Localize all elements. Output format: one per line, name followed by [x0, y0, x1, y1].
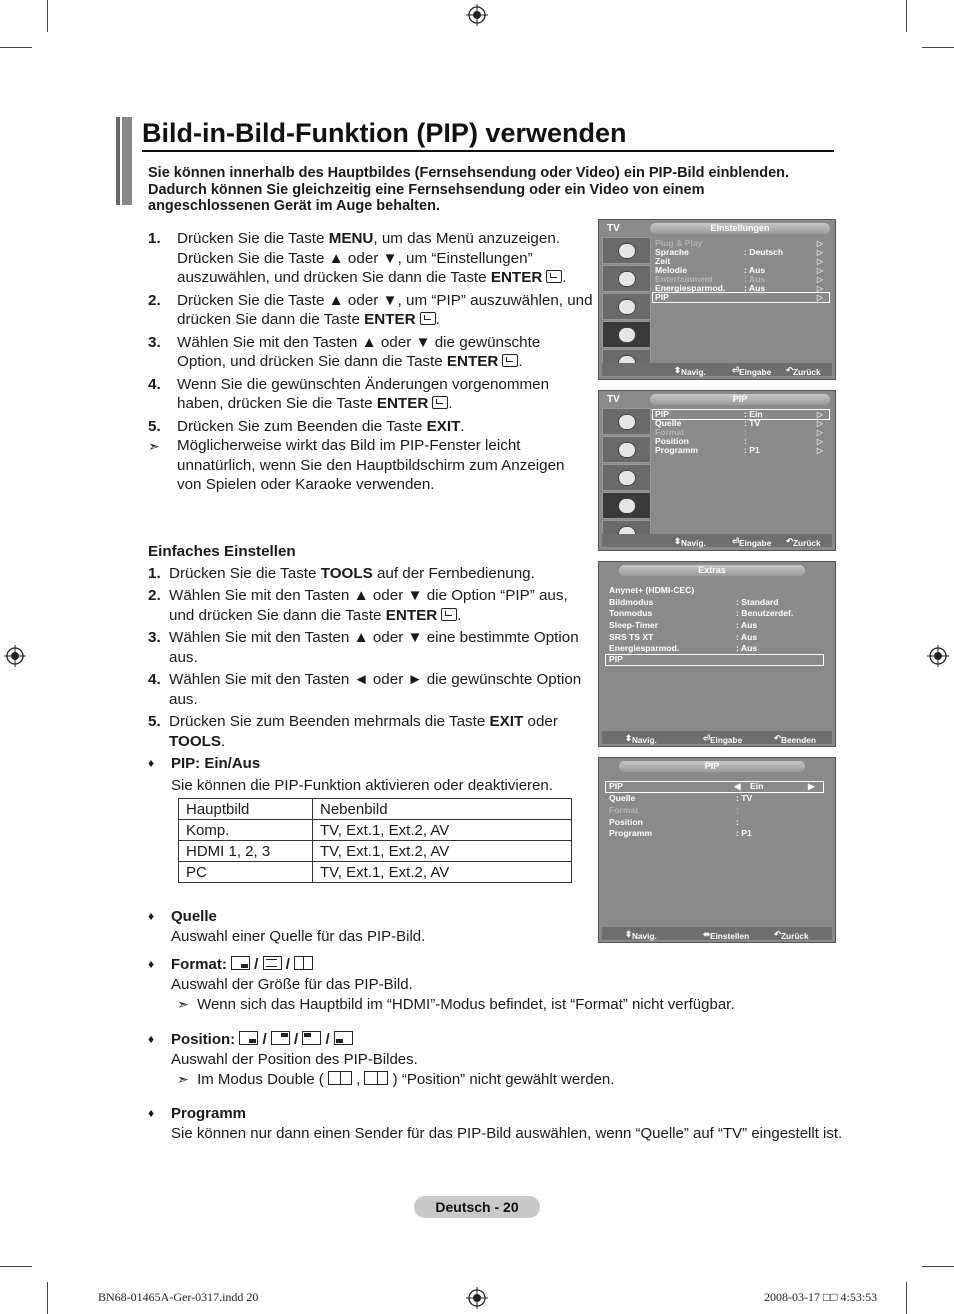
crop-mark [0, 1266, 32, 1267]
back-hint: ↶ Zurück [786, 536, 821, 548]
back-hint: ↶ Beenden [774, 733, 816, 745]
crop-mark [47, 0, 48, 32]
arrow-right-icon[interactable]: ▶ [808, 781, 815, 791]
osd-row: Programm : P1 ▷ [655, 445, 823, 455]
osd-label: Entertainment [655, 274, 713, 284]
osd-row: Entertainment : Aus ▷ [655, 274, 823, 284]
step-text: auf der Fernbedienung. [372, 564, 535, 582]
bullet-text: Sie können nur dann einen Sender für das PIP-Bild auswählen, wenn “Quelle” auf “TV” eingestellt ist. [171, 1125, 843, 1142]
osd-value: : Aus [744, 265, 766, 275]
hint-label: Zurück [792, 538, 821, 548]
hint-label: Navig. [631, 931, 657, 941]
osd-value: : Benutzerdef. [736, 608, 794, 618]
format-large-icon [263, 956, 282, 970]
nav-hint: ⬍ Navig. [625, 733, 657, 745]
easy-setting [148, 542, 588, 754]
easy-step-3 [148, 628, 588, 667]
osd-value: : Ein [744, 409, 763, 419]
step-text: Wählen Sie mit den Tasten ▲ oder ▼ die Option “PIP” aus, und drücken Sie dann die Taste [169, 587, 568, 624]
key-label: ENTER [490, 269, 543, 286]
hint-label: Eingabe [738, 367, 772, 377]
osd-value: : Aus [736, 632, 758, 642]
step-text: Wenn Sie die gewünschten Änderungen vorgenommen haben, drücken Sie die Taste [177, 375, 550, 412]
osd-row: Plug & Play ▷ [655, 238, 823, 248]
table-cell: Hauptbild [179, 799, 313, 820]
osd-label: Sprache [655, 247, 689, 257]
osd-label: Tonmodus [609, 608, 653, 618]
crop-mark [906, 0, 907, 32]
step-number: 2. [148, 291, 161, 309]
position-bottom-right-icon [239, 1031, 258, 1045]
hint-label: Eingabe [709, 735, 743, 745]
bullet-title: Position: / / / [171, 1030, 353, 1050]
step-number: 4. [148, 671, 161, 688]
step-2: 2. Drücken Sie die Taste ▲ oder ▼, um “PIP” auszuwählen, und drücken Sie dann die Taste ENTER . [148, 291, 593, 328]
bullet-title: Programm [171, 1105, 247, 1122]
step-text: Wählen Sie mit den Tasten ▲ oder ▼ eine bestimmte Option aus. [169, 629, 579, 666]
step-number: 4. [148, 375, 161, 393]
bullet-title: Format: / / [171, 955, 313, 975]
table-row [179, 799, 572, 820]
step-text: Drücken Sie zum Beenden mehrmals die Taste [169, 713, 490, 730]
osd-footer [602, 363, 832, 376]
osd-row: Position : ▷ [655, 436, 823, 446]
osd-label: Format [609, 805, 639, 815]
step-number: 2. [148, 587, 161, 604]
osd-screen-settings [598, 219, 836, 380]
hint-label: Zurück [792, 367, 821, 377]
key-label: EXIT [489, 713, 524, 730]
enter-icon [420, 312, 436, 325]
bullet-title-text: Format: [171, 956, 227, 973]
note-text: Im Modus Double ( [197, 1071, 324, 1088]
format-small-icon [231, 956, 250, 970]
back-hint: ↶ Zurück [786, 365, 821, 377]
osd-label: Anynet+ (HDMI-CEC) [609, 585, 695, 595]
osd-row [609, 586, 694, 595]
key-label: TOOLS [169, 732, 222, 750]
footer-filename: BN68-01465A-Ger-0317.indd 20 [98, 1290, 259, 1304]
step-text: Wählen Sie mit den Tasten ◄ oder ► die gewünschte Option aus. [169, 671, 582, 708]
back-hint: ↶ Zurück [774, 929, 809, 941]
osd-row: Quelle : TV ▷ [655, 418, 823, 428]
diamond-bullet-icon: ♦ [148, 909, 155, 923]
position-bottom-left-icon [334, 1031, 353, 1045]
table-row [179, 820, 572, 841]
table-cell: PC [179, 862, 313, 883]
table-cell: TV, Ext.1, Ext.2, AV [313, 841, 572, 862]
double-mode-icon [328, 1071, 352, 1085]
registration-mark-icon [466, 1287, 488, 1309]
source-label: TV [607, 394, 620, 405]
osd-row: Energiesparmod. : Aus ▷ [655, 283, 823, 293]
crop-mark [922, 1266, 954, 1267]
bullet-text: Auswahl der Größe für das PIP-Bild. [171, 976, 413, 993]
enter-icon [502, 354, 518, 367]
osd-row-selected[interactable]: PIP ▷ [652, 292, 830, 303]
position-note: ➣ Im Modus Double ( , ) “Position” nicht gewählt werden. [177, 1071, 615, 1088]
diamond-bullet-icon: ♦ [148, 756, 155, 770]
enter-hint: ⏎ Eingabe [732, 365, 772, 377]
hint-label: Zurück [780, 931, 809, 941]
table-cell: TV, Ext.1, Ext.2, AV [313, 862, 572, 883]
key-label: ENTER [376, 395, 429, 412]
step-text: Drücken Sie die Taste [169, 564, 321, 582]
hint-label: Navig. [631, 735, 657, 745]
table-row [179, 841, 572, 862]
osd-label: Zeit [655, 256, 671, 266]
enter-icon [546, 270, 562, 283]
step-text: oder [523, 713, 558, 730]
enter-hint: ⏎ Eingabe [703, 733, 743, 745]
diamond-bullet-icon: ♦ [148, 957, 155, 971]
osd-value: : [736, 817, 739, 827]
osd-row: Melodie : Aus ▷ [655, 265, 823, 275]
title-accent-bar [116, 117, 132, 205]
osd-row [609, 621, 819, 630]
osd-row-selected[interactable] [605, 781, 824, 793]
registration-mark-icon [466, 4, 488, 26]
osd-screen-pip-tools [598, 757, 836, 943]
osd-row [609, 609, 819, 618]
enter-hint: ⏎ Eingabe [732, 536, 772, 548]
bullet-title: PIP: Ein/Aus [171, 755, 261, 772]
double-mode-icon [364, 1071, 388, 1085]
picture-menu-icon [602, 237, 651, 264]
osd-value: : Aus [744, 283, 766, 293]
osd-footer [602, 927, 832, 940]
note-arrow-icon: ➣ [148, 438, 160, 454]
step-text: Wählen Sie mit den Tasten ▲ oder ▼ die gewünschte Option, und drücken Sie dann die Taste [177, 333, 541, 370]
pip-source-table [178, 798, 572, 883]
osd-header: Extras [619, 565, 805, 576]
registration-mark-icon [4, 645, 26, 667]
osd-label: Position [609, 817, 643, 827]
step-4: 4. Wenn Sie die gewünschten Änderungen vorgenommen haben, drücken Sie die Taste ENTER . [148, 375, 550, 412]
osd-label: Energiesparmod. [609, 643, 680, 653]
footer-timestamp: 2008-03-17 □□ 4:53:53 [764, 1290, 878, 1304]
settings-menu-icon [602, 321, 651, 348]
osd-label: PIP [609, 781, 623, 791]
osd-label: Energiesparmod. [655, 283, 726, 293]
osd-value: : Aus [736, 643, 758, 653]
picture-menu-icon [602, 408, 651, 435]
step-1: 1. Drücken Sie die Taste MENU, um das Menü anzuzeigen. Drücken Sie die Taste ▲ oder ▼, um “Einstellungen” auszuwählen, und drücken Sie dann die Taste ENTER . [148, 230, 567, 286]
osd-header: PIP [650, 394, 830, 405]
osd-row-selected[interactable] [605, 654, 824, 666]
osd-value: : Aus [736, 620, 758, 630]
key-label: TOOLS [320, 564, 373, 582]
step-number: 1. [148, 564, 161, 582]
step-text: Drücken Sie die Taste [177, 230, 329, 247]
hint-label: Beenden [780, 735, 816, 745]
osd-row: Sprache : Deutsch ▷ [655, 247, 823, 257]
sound-menu-icon [602, 436, 651, 463]
table-cell: Komp. [179, 820, 313, 841]
osd-row [609, 818, 819, 827]
osd-label: Plug & Play [655, 238, 703, 248]
easy-step-5 [148, 712, 588, 751]
channel-menu-icon [602, 464, 651, 491]
key-label: ENTER [446, 353, 499, 370]
crop-mark [47, 1282, 48, 1314]
osd-label: Quelle [655, 418, 682, 428]
crop-mark [906, 1282, 907, 1314]
table-cell: Nebenbild [313, 799, 572, 820]
osd-value: : [744, 427, 747, 437]
osd-value: : P1 [744, 445, 760, 455]
note-arrow-icon: ➣ [177, 1071, 189, 1087]
hint-label: Einstellen [709, 931, 750, 941]
osd-value: : [736, 805, 739, 815]
page-number-badge: Deutsch - 20 [414, 1196, 540, 1218]
osd-label: PIP [609, 654, 623, 664]
step-text: . [221, 732, 226, 750]
format-double-icon [294, 956, 313, 970]
hint-label: Navig. [680, 367, 706, 377]
osd-label: Quelle [609, 793, 636, 803]
osd-value: : Deutsch [744, 247, 784, 257]
enter-hint: ⬌ Einstellen [703, 929, 750, 941]
nav-hint: ⬍ Navig. [674, 536, 706, 548]
hint-label: Eingabe [738, 538, 772, 548]
intro-text: Sie können innerhalb des Hauptbildes (Fernsehsendung oder Video) ein PIP-Bild einblenden. Dadurch können Sie gleichzeitig eine Fernsehsendung oder ein Video von einem angeschlossenen Gerät im Auge behalten. [148, 165, 790, 214]
table-cell: TV, Ext.1, Ext.2, AV [313, 820, 572, 841]
easy-step-1 [148, 564, 588, 584]
step-text: Drücken Sie die Taste ▲ oder ▼, um “PIP” auszuwählen, und drücken Sie dann die Taste [177, 291, 593, 328]
osd-value: : P1 [736, 828, 752, 838]
title-underline [142, 150, 834, 152]
source-label: TV [607, 223, 620, 234]
key-label: ENTER [364, 311, 416, 328]
bullet-title: Quelle [171, 908, 217, 925]
osd-row [609, 794, 819, 803]
diamond-bullet-icon: ♦ [148, 1106, 155, 1120]
enter-icon [432, 396, 448, 409]
osd-row-selected[interactable]: PIP : Ein ▷ [652, 409, 830, 420]
sound-menu-icon [602, 265, 651, 292]
osd-value: : TV [744, 418, 761, 428]
osd-footer [602, 731, 832, 744]
osd-label: Position [655, 436, 689, 446]
osd-value: : TV [736, 793, 753, 803]
key-label: MENU [328, 230, 374, 247]
nav-hint: ⬍ Navig. [674, 365, 706, 377]
registration-mark-icon [927, 645, 949, 667]
diamond-bullet-icon: ♦ [148, 1032, 155, 1046]
table-row [179, 862, 572, 883]
note-text: Wenn sich das Hauptbild im “HDMI”-Modus befindet, ist “Format” nicht verfügbar. [197, 996, 735, 1013]
osd-header: Einstellungen [650, 223, 830, 234]
step-note [148, 436, 593, 495]
osd-value: Ein [750, 781, 764, 791]
osd-footer [602, 534, 832, 547]
step-text: . [460, 417, 465, 435]
key-label: EXIT [426, 417, 461, 435]
osd-header: PIP [619, 761, 805, 772]
easy-step-4 [148, 670, 588, 709]
osd-row [609, 806, 819, 815]
table-cell: HDMI 1, 2, 3 [179, 841, 313, 862]
hint-label: Navig. [680, 538, 706, 548]
bullet-text: Auswahl der Position des PIP-Bildes. [171, 1051, 418, 1068]
step-text: , um das Menü anzuzeigen. Drücken Sie die Taste ▲ oder ▼, um “Einstellungen” auszuwählen, und drücken Sie dann die Taste [177, 230, 560, 286]
osd-screen-pip [598, 390, 836, 551]
osd-row [609, 829, 819, 838]
step-number: 1. [148, 230, 161, 247]
step-number: 5. [148, 713, 161, 730]
osd-label: Programm [655, 445, 698, 455]
note-arrow-icon: ➣ [177, 996, 189, 1012]
crop-mark [0, 47, 32, 48]
step-number: 3. [148, 333, 161, 351]
arrow-left-icon[interactable]: ◀ [734, 781, 741, 791]
osd-label: Melodie [655, 265, 687, 275]
page-title: Bild-in-Bild-Funktion (PIP) verwenden [142, 118, 627, 148]
osd-value: : Standard [736, 597, 779, 607]
section-heading: Einfaches Einstellen [148, 543, 296, 560]
channel-menu-icon [602, 293, 651, 320]
format-note [177, 995, 735, 1015]
step-number: 5. [148, 417, 161, 435]
key-label: ENTER [385, 606, 438, 624]
osd-label: PIP [655, 292, 669, 302]
position-top-right-icon [271, 1031, 290, 1045]
steps-list [148, 229, 593, 498]
osd-label: Programm [609, 828, 652, 838]
osd-value: : Aus [744, 274, 766, 284]
enter-icon [441, 608, 457, 621]
step-number: 3. [148, 629, 161, 646]
note-text: ) “Position” nicht gewählt werden. [392, 1071, 615, 1088]
osd-label: PIP [655, 409, 669, 419]
settings-menu-icon [602, 492, 651, 519]
note-text: Möglicherweise wirkt das Bild im PIP-Fenster leicht unnatürlich, wenn Sie den Hauptbildschirm zum Anzeigen von Spielen oder Karaoke verwenden. [177, 437, 565, 493]
bullet-text: Auswahl einer Quelle für das PIP-Bild. [171, 928, 426, 945]
osd-label: Format [655, 427, 685, 437]
bullet-title-text: Position: [171, 1031, 236, 1048]
osd-row [609, 644, 819, 653]
bullet-text: Sie können die PIP-Funktion aktivieren oder deaktivieren. [171, 777, 553, 794]
osd-row [609, 598, 819, 607]
osd-row: Format : ▷ [655, 427, 823, 437]
osd-row [609, 633, 819, 642]
step-3: 3. Wählen Sie mit den Tasten ▲ oder ▼ die gewünschte Option, und drücken Sie dann die Taste ENTER . [148, 333, 541, 370]
osd-row: Zeit ▷ [655, 256, 823, 266]
easy-step-2: 2. Wählen Sie mit den Tasten ▲ oder ▼ die Option “PIP” aus, und drücken Sie dann die Taste ENTER . [148, 587, 568, 624]
osd-screen-tools [598, 561, 836, 747]
step-text: Drücken Sie zum Beenden die Taste [177, 417, 427, 435]
osd-value: : [744, 436, 747, 446]
position-top-left-icon [302, 1031, 321, 1045]
crop-mark [922, 47, 954, 48]
osd-label: Sleep-Timer [609, 620, 659, 630]
nav-hint: ⬍ Navig. [625, 929, 657, 941]
osd-label: Bildmodus [609, 597, 654, 607]
osd-label: SRS TS XT [609, 632, 654, 642]
step-5 [148, 417, 593, 437]
